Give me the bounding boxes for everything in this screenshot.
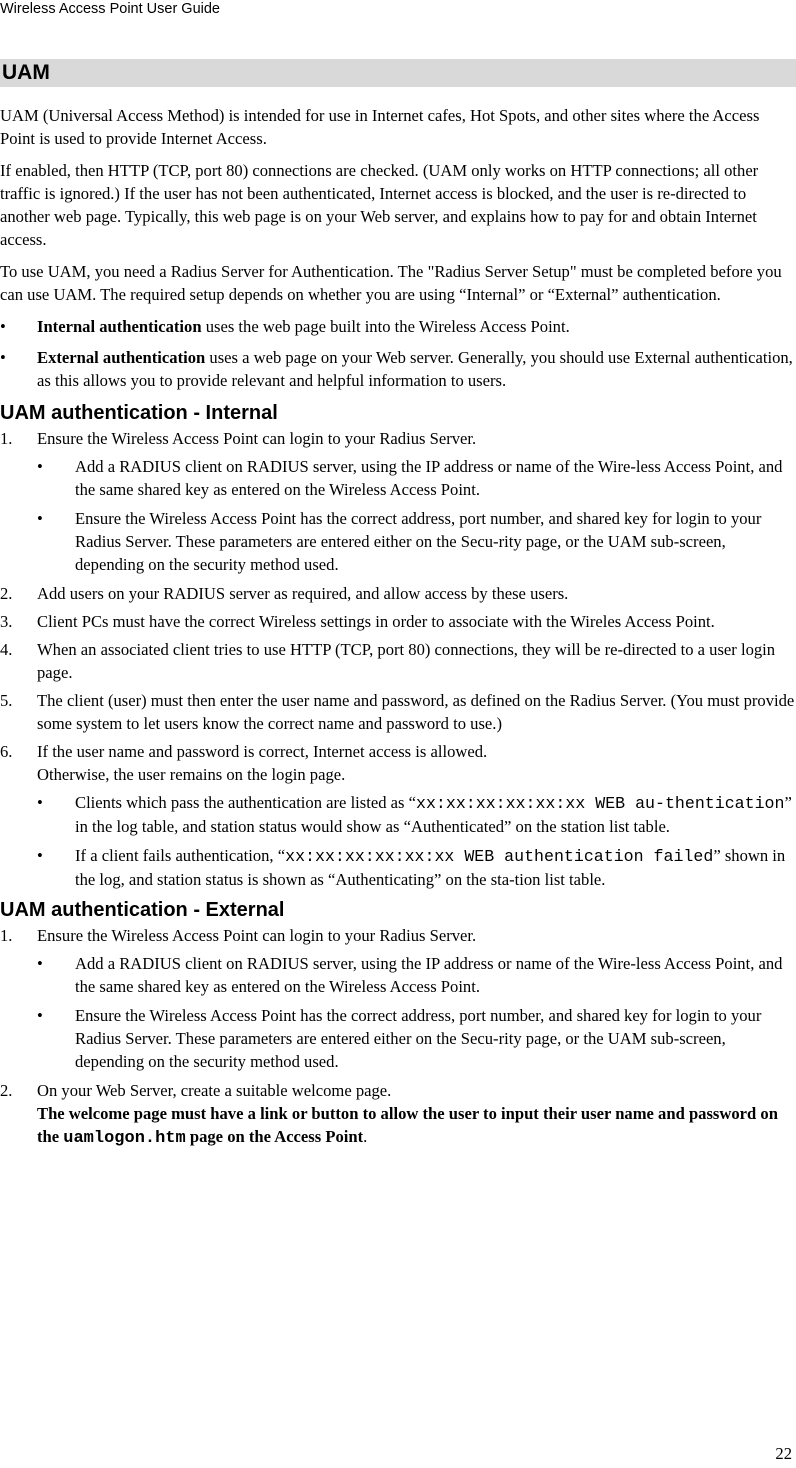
sub-text: ” in the log table, and station status would show as “Authenticated” on the station list table. xyxy=(75,793,792,836)
log-message-code: xx:xx:xx:xx:xx:xx WEB au-thentication xyxy=(416,794,785,813)
bullet-icon: • xyxy=(37,457,43,476)
sub-list xyxy=(37,791,796,891)
term-description: uses the web page built into the Wireless Access Point. xyxy=(201,317,570,336)
list-item xyxy=(0,315,796,338)
step-text: Ensure the Wireless Access Point can login to your Radius Server. xyxy=(37,926,477,945)
step-emphasis: page on the Access Point xyxy=(185,1127,364,1146)
external-steps xyxy=(0,924,796,1150)
step-text: Client PCs must have the correct Wireless settings in order to associate with the Wireles Access Point. xyxy=(37,612,715,631)
bullet-icon: • xyxy=(37,1006,43,1025)
step-item xyxy=(0,610,796,633)
list-item xyxy=(0,346,796,392)
step-text: Add users on your RADIUS server as required, and allow access by these users. xyxy=(37,584,569,603)
bullet-icon: • xyxy=(37,954,43,973)
internal-heading: UAM authentication - Internal xyxy=(0,402,278,424)
page-number: 22 xyxy=(775,1444,792,1463)
auth-type-list xyxy=(0,315,796,392)
step-item xyxy=(0,582,796,605)
step-item xyxy=(0,427,796,576)
step-text: On your Web Server, create a suitable welcome page. xyxy=(37,1081,392,1100)
sub-text: Clients which pass the authentication are listed as “ xyxy=(75,793,416,812)
sub-text: Add a RADIUS client on RADIUS server, using the IP address or name of the Wire-less Access Point, and the same shared key as entered on the Wireless Access Point. xyxy=(75,457,783,499)
bullet-icon: • xyxy=(0,317,6,336)
intro-paragraph: If enabled, then HTTP (TCP, port 80) connections are checked. (UAM only works on HTTP connections; all other traffic is ignored.) If the user has not been authenticated, Internet access is blocked, and the user is re-directed to another web page. Typically, this web page is on your Web server, and explains how to pay for and obtain Internet access. xyxy=(0,161,759,249)
step-item xyxy=(0,638,796,684)
step-number: 2. xyxy=(0,1081,13,1100)
term-internal: Internal authentication xyxy=(37,317,202,336)
step-text: Otherwise, the user remains on the login page. xyxy=(37,765,346,784)
sub-list xyxy=(37,455,796,576)
step-number: 1. xyxy=(0,429,13,448)
term-external: External authentication xyxy=(37,348,206,367)
bullet-icon: • xyxy=(37,793,43,812)
list-item xyxy=(37,455,796,501)
step-item xyxy=(0,1079,796,1150)
intro-paragraph: To use UAM, you need a Radius Server for Authentication. The "Radius Server Setup" must be completed before you can use UAM. The required setup depends on whether you are using “Internal” or “External” authentication. xyxy=(0,262,782,304)
list-item xyxy=(37,507,796,576)
step-text: . xyxy=(363,1127,368,1146)
step-emphasis: The welcome page must have a link or button to allow the user to input their user name and password on the xyxy=(37,1104,778,1146)
section-title: UAM xyxy=(2,61,50,84)
step-number: 4. xyxy=(0,640,13,659)
sub-text: Ensure the Wireless Access Point has the correct address, port number, and shared key for login to your Radius Server. These parameters are entered either on the Secu-rity page, or the UAM sub-screen, depending on the security method used. xyxy=(75,509,762,574)
list-item xyxy=(37,952,796,998)
step-text: If the user name and password is correct, Internet access is allowed. xyxy=(37,742,488,761)
sub-text: ” shown in the log, and station status is shown as “Authenticating” on the sta-tion list table. xyxy=(75,846,786,889)
step-item xyxy=(0,924,796,1073)
internal-steps xyxy=(0,427,796,891)
sub-list xyxy=(37,952,796,1073)
section-title-bar xyxy=(0,59,796,87)
list-item xyxy=(37,1004,796,1073)
list-item xyxy=(37,844,796,891)
sub-text: If a client fails authentication, “ xyxy=(75,846,286,865)
list-item xyxy=(37,791,796,838)
external-heading: UAM authentication - External xyxy=(0,899,285,921)
step-number: 3. xyxy=(0,612,13,631)
step-item xyxy=(0,740,796,891)
step-number: 6. xyxy=(0,742,13,761)
step-number: 2. xyxy=(0,584,13,603)
running-header: Wireless Access Point User Guide xyxy=(0,1,220,17)
step-text: The client (user) must then enter the user name and password, as defined on the Radius Server. (You must provide some system to let users know the correct name and password to use.) xyxy=(37,691,795,733)
step-text: When an associated client tries to use HTTP (TCP, port 80) connections, they will be re-directed to a user login page. xyxy=(37,640,776,682)
page-content xyxy=(0,104,796,1155)
sub-text: Ensure the Wireless Access Point has the correct address, port number, and shared key for login to your Radius Server. These parameters are entered either on the Secu-rity page, or the UAM sub-screen, depending on the security method used. xyxy=(75,1006,762,1071)
step-item xyxy=(0,689,796,735)
term-description: uses a web page on your Web server. Generally, you should use External authentication, as this allows you to provide relevant and helpful information to users. xyxy=(37,348,793,390)
bullet-icon: • xyxy=(37,846,43,865)
bullet-icon: • xyxy=(0,348,6,367)
sub-text: Add a RADIUS client on RADIUS server, using the IP address or name of the Wire-less Access Point, and the same shared key as entered on the Wireless Access Point. xyxy=(75,954,783,996)
step-number: 5. xyxy=(0,691,13,710)
step-number: 1. xyxy=(0,926,13,945)
intro-paragraph: UAM (Universal Access Method) is intended for use in Internet cafes, Hot Spots, and other sites where the Access Point is used to provide Internet Access. xyxy=(0,106,760,148)
step-text: Ensure the Wireless Access Point can login to your Radius Server. xyxy=(37,429,477,448)
bullet-icon: • xyxy=(37,509,43,528)
filename-code: uamlogon.htm xyxy=(63,1129,186,1148)
log-message-code: xx:xx:xx:xx:xx:xx WEB authentication failed xyxy=(285,847,714,866)
